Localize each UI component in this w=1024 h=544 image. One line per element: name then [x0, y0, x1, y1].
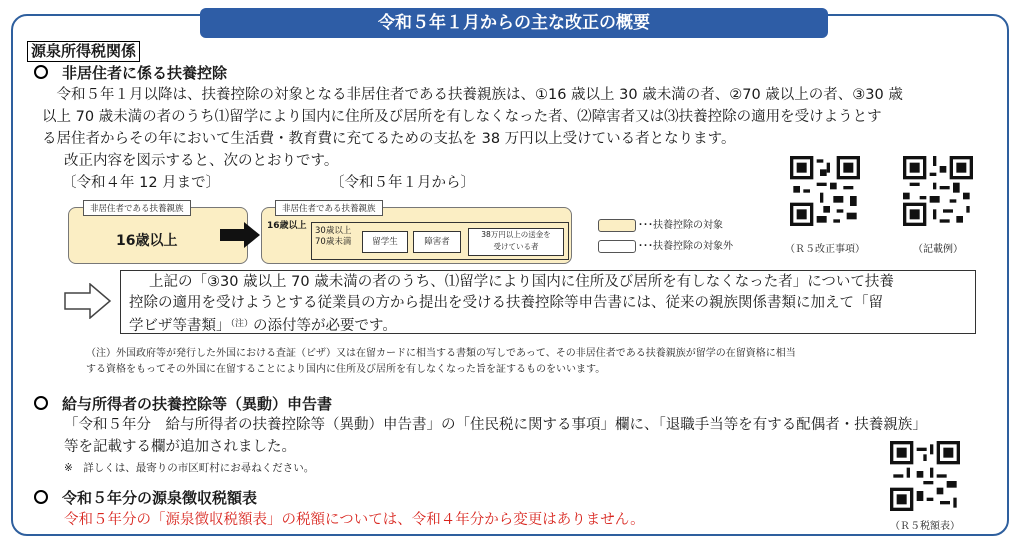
hollow-right-arrow-icon	[64, 283, 112, 319]
footnote	[86, 346, 796, 378]
s2-note: ※ 詳しくは、最寄りの市区町村にお尋ねください。	[64, 462, 315, 474]
s2-paragraph	[64, 414, 927, 458]
after-age-label: 16歳以上	[267, 221, 307, 231]
s2-heading-row	[34, 393, 332, 414]
requirement-note-box	[120, 270, 976, 334]
s2-line: 「令和５年分 給与所得者の扶養控除等（異動）申告書」の「住民税に関する事項」欄に、「退職手当等を有する配偶者・扶養親族」	[64, 417, 927, 433]
footnote-line: する資格をもってその外国に在留することにより国内に住所及び居所を有しなくなった旨を証するものをいいます。	[86, 364, 606, 375]
before-box-tag: 非居住者である扶養親族	[83, 200, 191, 216]
s1-heading-row	[34, 62, 227, 83]
qr-caption: （記載例）	[913, 244, 963, 255]
circle-bullet-icon	[34, 396, 48, 410]
legend-swatch-target	[598, 219, 636, 232]
after-period-label: 〔令和５年１月から〕	[330, 175, 475, 191]
category-student: 留学生	[362, 231, 408, 253]
qr-pattern	[790, 156, 860, 226]
s1-heading: 非居住者に係る扶養控除	[62, 64, 228, 82]
after-subgroup-box	[311, 222, 569, 260]
s3-paragraph: 令和５年分の「源泉徴収税額表」の税額については、令和４年分から変更はありません。	[64, 512, 645, 528]
before-period-label: 〔令和４年 12 月まで〕	[62, 175, 221, 191]
right-arrow-icon	[220, 220, 262, 250]
legend-target-label: ･･･扶養控除の対象	[638, 220, 723, 231]
s2-heading: 給与所得者の扶養控除等（異動）申告書	[62, 395, 333, 413]
after-box-tag: 非居住者である扶養親族	[275, 200, 383, 216]
qr-code-icon[interactable]	[903, 156, 973, 226]
s1-line: 令和５年１月以降は、扶養控除の対象となる非居住者である扶養親族は、①16 歳以上 30 歳未満の者、②70 歳以上の者、③30 歳	[42, 87, 903, 103]
note-line: 上記の「③30 歳以上 70 歳未満の者のうち、⑴留学により国内に住所及び居所を有しなくなった者」について扶養	[149, 274, 894, 290]
circle-bullet-icon	[34, 490, 48, 504]
qr-caption: （Ｒ５改正事項）	[785, 244, 865, 255]
before-age-value: 16歳以上	[116, 233, 178, 249]
qr-code-icon[interactable]	[890, 441, 960, 511]
category-remittance-line: 38万円以上の送金を	[481, 230, 551, 239]
s1-line: る居住者からその年において生活費・教育費に充てるための支払を 38 万円以上受けている者となります。	[42, 131, 736, 147]
category-disabled: 障害者	[413, 231, 461, 253]
s3-heading-row	[34, 487, 257, 508]
qr-pattern	[890, 441, 960, 511]
category-remittance-line: 受けている者	[493, 242, 539, 251]
note-text: の添付等が必要です。	[253, 318, 397, 334]
note-line: 控除の適用を受けようとする従業員の方から提出を受ける扶養控除等申告書には、従来の親族関係書類に加えて「留	[129, 295, 883, 311]
after-subgroup-age-line: 70歳未満	[315, 237, 352, 247]
after-subgroup-age	[315, 226, 351, 248]
illustration-intro: 改正内容を図示すると、次のとおりです。	[64, 153, 339, 169]
s3-heading: 令和５年分の源泉徴収税額表	[62, 489, 258, 507]
s1-paragraph	[42, 84, 903, 150]
qr-pattern	[903, 156, 973, 226]
qr-code-icon[interactable]	[790, 156, 860, 226]
note-text: 学ビザ等書類」	[129, 318, 231, 334]
note-superscript: （注）	[230, 319, 254, 329]
legend-swatch-excluded	[598, 240, 636, 253]
page-title-banner: 令和５年１月からの主な改正の概要	[200, 8, 828, 38]
category-remittance	[468, 228, 564, 256]
s2-line: 等を記載する欄が追加されました。	[64, 439, 296, 455]
section-label: 源泉所得税関係	[27, 41, 140, 62]
footnote-line: （注）外国政府等が発行した外国における査証（ビザ）又は在留カードに相当する書類の写しであって、その非居住者である扶養親族が留学の在留資格に相当	[86, 348, 796, 359]
qr-caption: （Ｒ５税額表）	[890, 521, 960, 532]
s1-line: 以上 70 歳未満の者のうち⑴留学により国内に住所及び居所を有しなくなった者、⑵障害者又は⑶扶養控除の適用を受けようとす	[42, 109, 882, 125]
legend-excluded-label: ･･･扶養控除の対象外	[638, 241, 733, 252]
note-line-last	[129, 313, 397, 337]
after-subgroup-age-line: 30歳以上	[315, 226, 352, 236]
circle-bullet-icon	[34, 65, 48, 79]
